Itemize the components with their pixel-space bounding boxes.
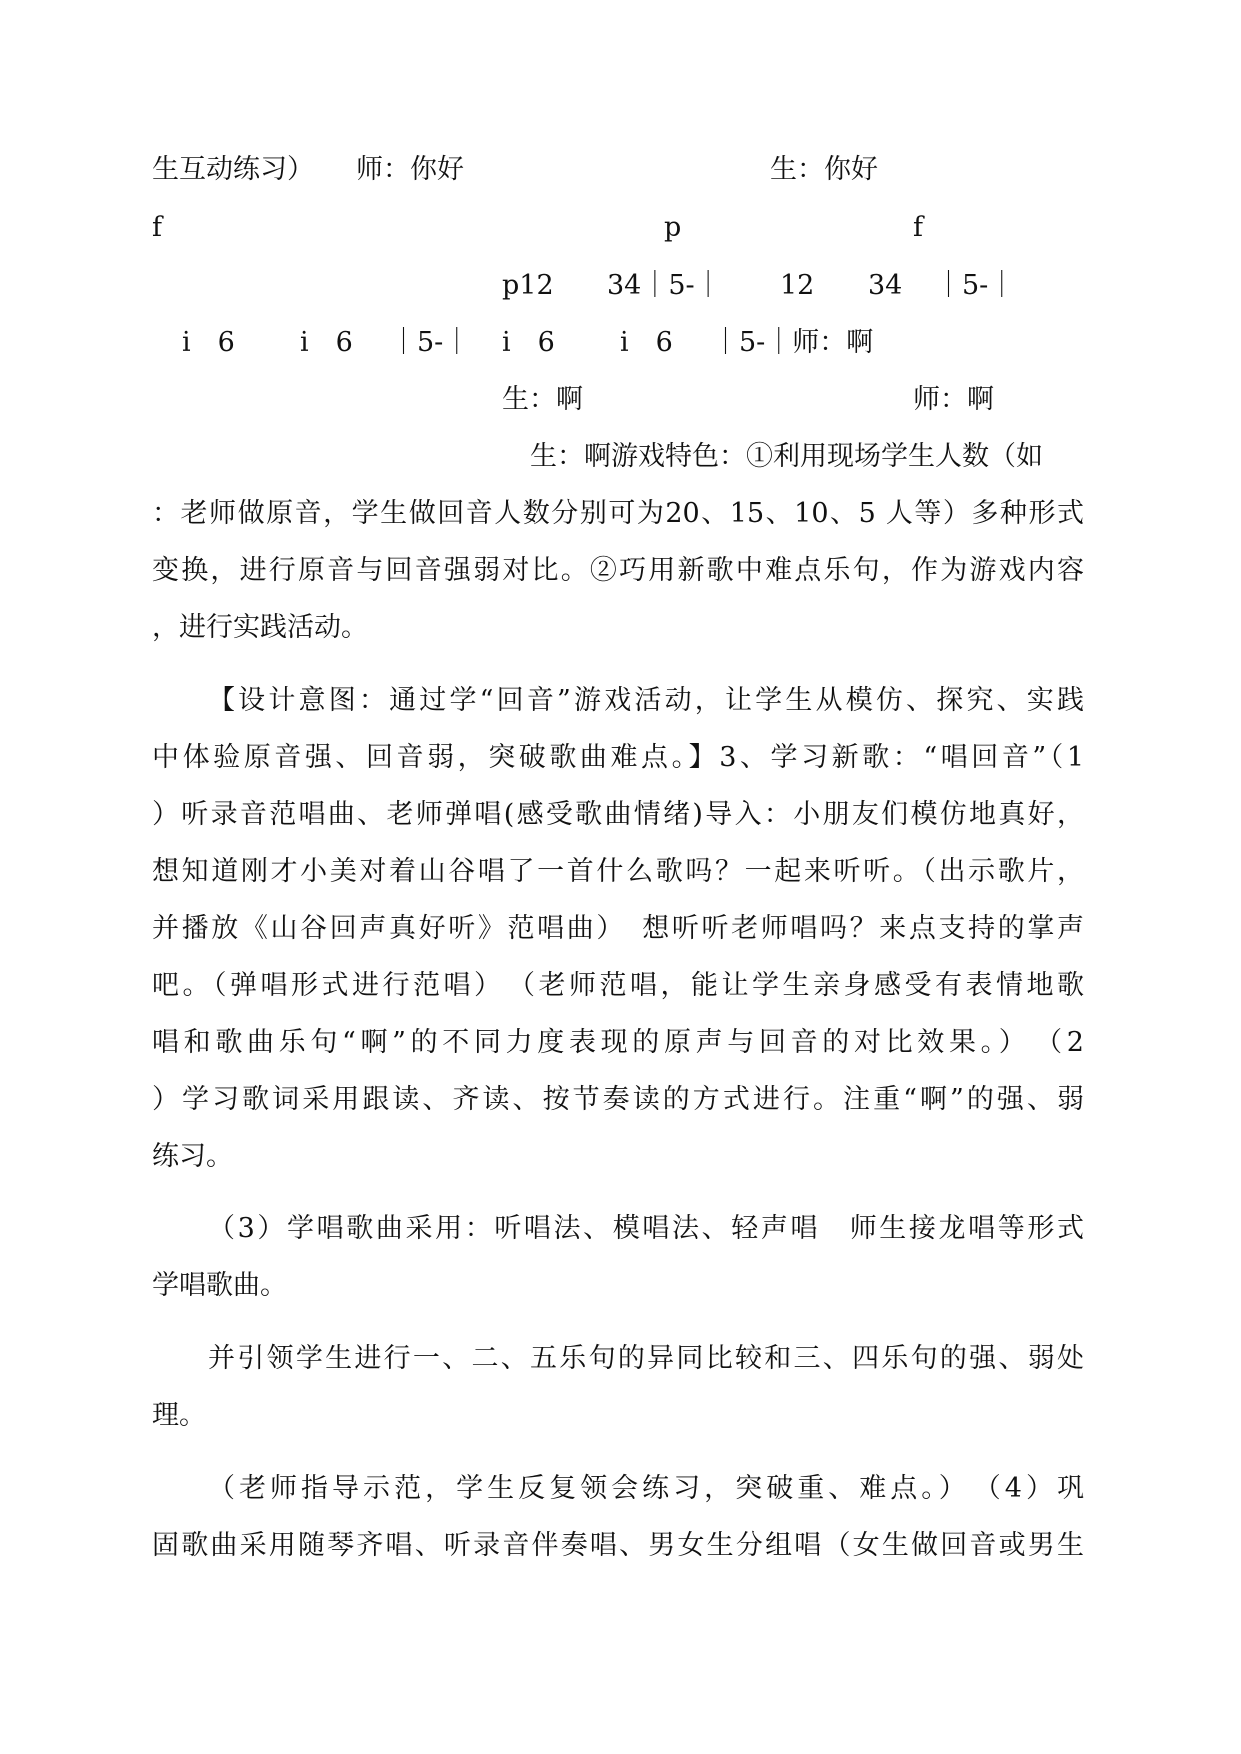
text-line: ）学习歌词采用跟读、齐读、按节奏读的方式进行。注重“啊”的强、弱 (152, 1084, 1084, 1115)
text-line: 学唱歌曲。 (152, 1270, 287, 1301)
score-line-4-f: ｜5-｜师：啊 (712, 327, 874, 358)
score-line-4-d: i 6 (502, 327, 555, 358)
text-line: 【设计意图：通过学“回音”游戏活动，让学生从模仿、探究、实践 (208, 685, 1084, 716)
text-line: ，进行实践活动。 (152, 612, 368, 643)
text-line: 理。 (152, 1400, 206, 1431)
text-line: 吧。（弹唱形式进行范唱） （老师范唱，能让学生亲身感受有表情地歌 (152, 970, 1084, 1001)
score-line-4-e: i 6 (620, 327, 673, 358)
text-line: 变换，进行原音与回音强弱对比。②巧用新歌中难点乐句，作为游戏内容 (152, 555, 1084, 586)
score-line-1-c: 生：你好 (770, 154, 878, 185)
score-line-4-a: i 6 (182, 327, 235, 358)
dynamics-f-1: f (152, 212, 162, 243)
score-line-1-b: 师：你好 (356, 154, 464, 185)
paragraph-learn-song (152, 1200, 1084, 1314)
score-line-4-c: ｜5-｜ (390, 327, 471, 358)
score-line-3-c: 12 (780, 270, 815, 301)
text-line: 中体验原音强、回音弱，突破歌曲难点。】3、学习新歌：“唱回音”（1 (152, 742, 1084, 773)
score-line-4-b: i 6 (300, 327, 353, 358)
text-line: 固歌曲采用随琴齐唱、听录音伴奏唱、男女生分组唱（女生做回音或男生 (152, 1530, 1084, 1561)
score-line-5-a: 生：啊 (502, 384, 583, 415)
text-line: ）听录音范唱曲、老师弹唱(感受歌曲情绪)导入：小朋友们模仿地真好， (152, 799, 1084, 830)
text-line: 唱和歌曲乐句“啊”的不同力度表现的原声与回音的对比效果。） （2 (152, 1027, 1084, 1058)
text-line: （3）学唱歌曲采用：听唱法、模唱法、轻声唱 师生接龙唱等形式 (208, 1213, 1084, 1244)
score-line-1-a: 生互动练习） (152, 154, 314, 185)
text-line: ：老师做原音，学生做回音人数分别可为20、15、10、5 人等）多种形式 (152, 498, 1084, 529)
text-line: 并引领学生进行一、二、五乐句的异同比较和三、四乐句的强、弱处 (208, 1343, 1084, 1374)
text-line: （老师指导示范，学生反复领会练习，突破重、难点。） （4）巩 (208, 1473, 1084, 1504)
dynamics-p: p (664, 212, 682, 243)
paragraph-design-intent (152, 672, 1084, 1185)
dynamics-f-2: f (913, 212, 923, 243)
text-line: 并播放《山谷回声真好听》范唱曲） 想听听老师唱吗？来点支持的掌声 (152, 913, 1084, 944)
paragraph-game-features (152, 428, 1084, 656)
paragraph-phrase-comparison (152, 1330, 1084, 1444)
score-line-3-d: 34 (868, 270, 903, 301)
score-line-3-b: 34｜5-｜ (607, 270, 722, 301)
score-line-3-e: ｜5-｜ (935, 270, 1016, 301)
score-line-5-b: 师：啊 (913, 384, 994, 415)
score-line-3-a: p12 (502, 270, 554, 301)
text-line: 生：啊游戏特色：①利用现场学生人数（如 (530, 441, 1043, 472)
paragraph-teacher-guidance (152, 1460, 1084, 1574)
text-line: 练习。 (152, 1141, 233, 1172)
text-line: 想知道刚才小美对着山谷唱了一首什么歌吗？一起来听听。（出示歌片， (152, 856, 1084, 887)
